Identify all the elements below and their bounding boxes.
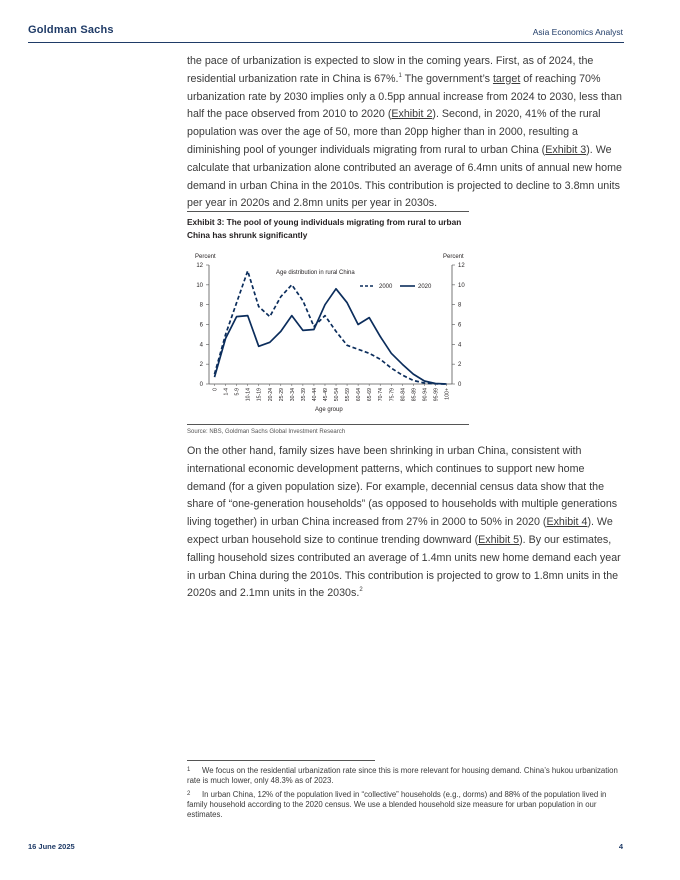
link-exhibit-5[interactable]: Exhibit 5 xyxy=(478,533,520,546)
legend-label-2000: 2000 xyxy=(379,284,393,290)
page-number: 4 xyxy=(618,842,623,851)
y-tick-label-left: 4 xyxy=(199,342,203,349)
age-distribution-chart xyxy=(187,246,472,418)
x-tick-label: 85-89 xyxy=(411,388,418,402)
y-tick-label-left: 8 xyxy=(199,302,203,309)
p2-text-3: ). By our estimates, falling household sizes contributed an average of 1.4mn units new home demand each year in urban China during the 2010s. This contribution is projected to grow to 1.8mn units in the 2020s and 2.1mn units in the 2030s. xyxy=(187,533,621,600)
x-tick-label: 100+ xyxy=(444,388,451,400)
y-tick-label-right: 10 xyxy=(458,282,465,289)
chart-title: Age distribution in rural China xyxy=(276,270,355,276)
x-tick-label: 1-4 xyxy=(223,388,230,396)
series-line-2020 xyxy=(215,289,447,384)
footnote-2-number: 2 xyxy=(187,791,191,797)
link-exhibit-4[interactable]: Exhibit 4 xyxy=(546,516,588,529)
footnote-ref-1[interactable]: 1 xyxy=(398,72,402,79)
exhibit-source: Source: NBS, Goldman Sachs Global Investment Research xyxy=(187,429,346,435)
x-tick-label: 25-29 xyxy=(278,388,285,402)
legend-label-2020: 2020 xyxy=(418,284,432,290)
x-tick-label: 40-44 xyxy=(311,388,318,402)
footnote-rule xyxy=(187,760,375,761)
exhibit-title: Exhibit 3: The pool of young individuals migrating from rural to urban China has shrunk significantly xyxy=(187,217,462,240)
link-exhibit-3[interactable]: Exhibit 3 xyxy=(545,143,587,156)
x-tick-label: 45-49 xyxy=(322,388,329,402)
p1-text-5: ). We calculate that urbanization alone contributed an average of 6.4mn units of annual new home demand in urban China in the 2010s. This contribution is projected to decline to 3.8mn units per year in 2020s and 2.8mn units per year in 2030s. xyxy=(187,143,622,210)
y-axis-label-right: Percent xyxy=(443,254,464,260)
brand-name: Goldman Sachs xyxy=(28,24,114,36)
x-tick-label: 80-84 xyxy=(400,388,407,402)
x-tick-label: 0 xyxy=(212,388,219,391)
x-tick-label: 10-14 xyxy=(245,388,252,402)
p2-text-1: On the other hand, family sizes have been shrinking in urban China, consistent with international economic development patterns, which continues to support new home demand (for a given population size). For example, decennial census data show that the share of “one-generation households” (as opposed to households with multiple generations living together) in urban China increased from 27% in 2000 to 50% in 2020 ( xyxy=(187,445,618,529)
p1-text-4: ). Second, in 2020, 41% of the rural population was over the age of 50, more than 20pp higher than in 2000, resulting a diminishing pool of younger individuals migrating from rural to urban China ( xyxy=(187,108,601,156)
x-tick-label: 75-79 xyxy=(389,388,396,402)
x-tick-label: 5-9 xyxy=(234,388,241,396)
x-tick-label: 50-54 xyxy=(334,388,341,402)
x-tick-label: 95-99 xyxy=(433,388,440,402)
x-tick-label: 15-19 xyxy=(256,388,263,402)
y-tick-label-right: 6 xyxy=(458,322,462,329)
y-tick-label-right: 0 xyxy=(458,382,462,388)
y-tick-label-right: 12 xyxy=(458,263,465,269)
x-tick-label: 65-69 xyxy=(367,388,374,402)
footer-date: 16 June 2025 xyxy=(28,842,75,851)
p1-text-1: the pace of urbanization is expected to slow in the coming years. First, as of 2024, the residential urbanization rate in China is 67%. xyxy=(187,55,594,85)
x-tick-label: 70-74 xyxy=(378,388,385,402)
y-tick-label-right: 8 xyxy=(458,302,462,309)
x-axis-label: Age group xyxy=(315,407,343,413)
x-tick-label: 60-64 xyxy=(356,388,363,402)
exhibit-bottom-rule xyxy=(187,424,469,425)
y-tick-label-left: 2 xyxy=(199,362,203,369)
x-tick-label: 35-39 xyxy=(300,388,307,402)
p2-text-2: ). We expect urban household size to continue trending downward ( xyxy=(187,516,613,546)
footnote-1-text: We focus on the residential urbanization rate since this is more relevant for housing demand. China’s hukou urbanization rate is much lower, only 48.3% as of 2023. xyxy=(187,766,618,785)
x-tick-label: 55-59 xyxy=(345,388,352,402)
footnote-2 xyxy=(187,789,623,820)
x-tick-label: 90-94 xyxy=(422,388,429,402)
y-tick-label-left: 12 xyxy=(196,263,203,269)
paragraph-urbanization xyxy=(187,53,623,213)
paragraph-household-size xyxy=(187,443,623,603)
series-line-2000 xyxy=(215,271,447,384)
y-tick-label-left: 10 xyxy=(196,282,203,289)
x-tick-label: 20-24 xyxy=(267,388,274,402)
exhibit-top-rule xyxy=(187,211,469,212)
header-rule xyxy=(28,42,624,43)
p1-text-3: of reaching 70% urbanization rate by 2030 implies only a 0.5pp annual increase from 2024 to 2030, less than half the pace observed from 2010 to 2020 ( xyxy=(187,72,622,121)
footnote-2-text: In urban China, 12% of the population lived in “collective” households (e.g., dorms) and 88% of the population lived in family household according to the 2020 census. We use a blended household size measure for urban population in our estimates. xyxy=(187,790,607,819)
footnote-1 xyxy=(187,765,623,786)
y-axis-label-left: Percent xyxy=(195,254,216,260)
publication-title: Asia Economics Analyst xyxy=(532,27,623,37)
legend xyxy=(360,284,432,290)
link-target[interactable]: target xyxy=(492,72,521,85)
footnote-ref-2[interactable]: 2 xyxy=(359,587,363,594)
y-tick-label-right: 4 xyxy=(458,342,462,349)
y-tick-label-right: 2 xyxy=(458,362,462,369)
link-exhibit-2[interactable]: Exhibit 2 xyxy=(391,108,433,121)
y-tick-label-left: 6 xyxy=(199,322,203,329)
footnote-1-number: 1 xyxy=(187,767,191,773)
y-tick-label-left: 0 xyxy=(199,382,203,388)
x-tick-label: 30-34 xyxy=(289,388,296,402)
p1-text-2: The government’s xyxy=(401,72,493,85)
